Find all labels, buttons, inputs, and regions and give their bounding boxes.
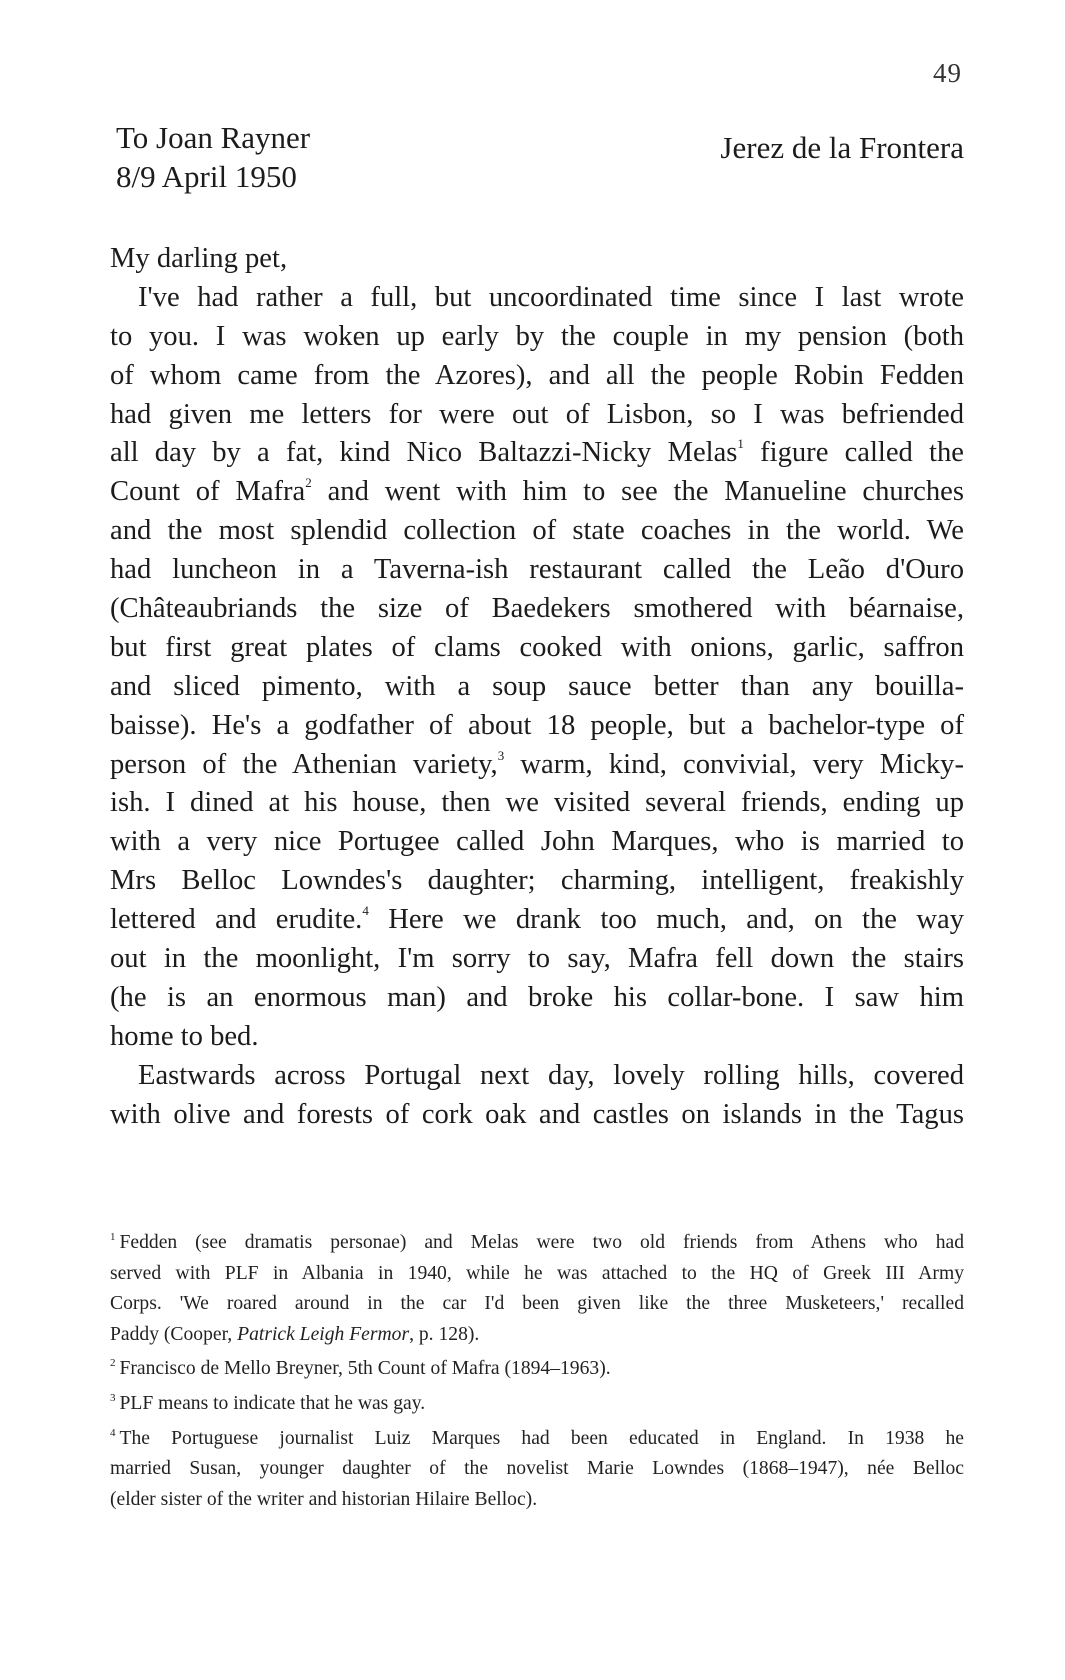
footnote-mark: 1 — [110, 1231, 116, 1243]
letter-date: 8/9 April 1950 — [116, 159, 297, 194]
footnote-text: The Portuguese journalist Luiz Marques had been educated in England. In 1938 he — [119, 1427, 964, 1449]
footnote-line — [110, 1228, 964, 1259]
body-line: and the most splendid collection of state coaches in the world. We — [110, 515, 964, 547]
book-title: Patrick Leigh Fermor — [237, 1323, 410, 1345]
body-line: with olive and forests of cork oak and castles on islands in the Tagus — [110, 1098, 964, 1130]
body-text: all day by a fat, kind Nico Baltazzi-Nicky Melas — [110, 437, 738, 469]
body-text: figure called the — [743, 437, 964, 469]
footnote-text: Fedden (see dramatis personae) and Melas were two old friends from Athens who had — [119, 1232, 964, 1253]
body-line: to you. I was woken up early by the couple in my pension (both — [110, 320, 964, 352]
letter-header — [116, 118, 964, 198]
recipient: To Joan Rayner — [116, 120, 311, 155]
body-line: with a very nice Portugee called John Marques, who is married to — [110, 826, 964, 858]
body-line — [110, 746, 964, 785]
body-line: Mrs Belloc Lowndes's daughter; charming, intelligent, freakishly — [110, 865, 964, 897]
body-line — [110, 434, 964, 473]
footnote-mark: 3 — [110, 1391, 116, 1404]
footnote-line — [110, 1320, 964, 1351]
footnote-line: served with PLF in Albania in 1940, while he was attached to the HQ of Greek III Army — [110, 1262, 964, 1284]
body-line: home to bed. — [110, 1020, 259, 1052]
body-line: had given me letters for were out of Lisbon, so I was befriended — [110, 398, 964, 430]
footnote-mark: 4 — [110, 1426, 116, 1439]
body-line: but first great plates of clams cooked with onions, garlic, saffron — [110, 631, 964, 663]
body-line: I've had rather a full, but uncoordinated time since I last wrote — [138, 281, 964, 313]
footnote-line — [110, 1424, 964, 1455]
body-line — [110, 901, 964, 940]
body-line: (he is an enormous man) and broke his collar-bone. I saw him — [110, 981, 964, 1013]
salutation: My darling pet, — [110, 243, 288, 274]
body-line — [110, 473, 964, 512]
footnote-ref: 3 — [497, 747, 505, 763]
body-text: warm, kind, convivial, very Micky- — [504, 748, 964, 780]
body-text: Count of Mafra — [110, 476, 306, 508]
body-line: out in the moonlight, I'm sorry to say, Mafra fell down the stairs — [110, 943, 964, 975]
body-text: Here we drank too much, and, on the way — [368, 904, 965, 936]
footnote-text: Paddy (Cooper, — [110, 1323, 238, 1345]
body-line: baisse). He's a godfather of about 18 people, but a bachelor-type of — [110, 709, 964, 741]
footnote-text: , p. 128). — [409, 1323, 480, 1345]
footnote-mark: 2 — [110, 1357, 116, 1370]
footnote-text: PLF means to indicate that he was gay. — [119, 1392, 426, 1414]
footnote-ref: 1 — [737, 436, 744, 452]
footnote-ref: 2 — [305, 475, 312, 491]
letter-place: Jerez de la Frontera — [720, 130, 964, 165]
footnote-line — [110, 1354, 964, 1385]
body-line: ish. I dined at his house, then we visited several friends, ending up — [110, 787, 964, 819]
body-text: and went with him to see the Manueline churches — [311, 476, 964, 508]
footnote-line: Corps. 'We roared around in the car I'd been given like the three Musketeers,' recalled — [110, 1293, 964, 1315]
body-line: had luncheon in a Taverna-ish restaurant called the Leão d'Ouro — [110, 554, 964, 586]
page-number: 49 — [933, 58, 962, 88]
footnote-line: married Susan, younger daughter of the novelist Marie Lowndes (1868–1947), née Belloc — [110, 1458, 964, 1480]
body-text: person of the Athenian variety, — [110, 748, 498, 780]
body-line: of whom came from the Azores), and all the people Robin Fedden — [110, 359, 964, 391]
body-line: Eastwards across Portugal next day, lovely rolling hills, covered — [138, 1059, 964, 1091]
body-line: and sliced pimento, with a soup sauce better than any bouilla- — [110, 670, 964, 702]
letter-body — [110, 240, 964, 1134]
footnote-line — [110, 1389, 964, 1420]
footnote-ref: 4 — [362, 903, 369, 919]
footnote-text: Francisco de Mello Breyner, 5th Count of Mafra (1894–1963). — [119, 1358, 611, 1380]
body-text: lettered and erudite. — [110, 904, 363, 936]
body-line: (Châteaubriands the size of Baedekers smothered with béarnaise, — [110, 593, 964, 625]
footnotes — [110, 1228, 964, 1515]
footnote-line: (elder sister of the writer and historian Hilaire Belloc). — [110, 1488, 538, 1510]
